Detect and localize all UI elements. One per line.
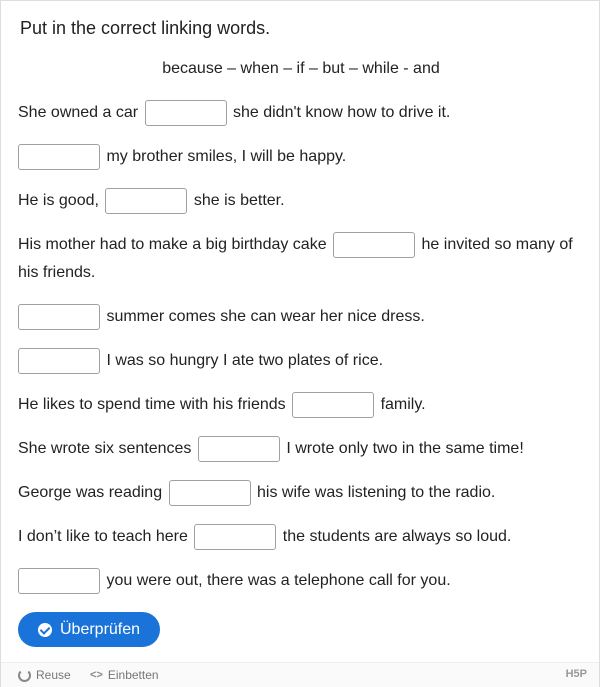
blank-input-7[interactable] bbox=[292, 392, 374, 418]
sentence-6 bbox=[18, 347, 584, 375]
sentence-text-after: he invited so many of his friends. bbox=[18, 236, 573, 281]
blank-input-9[interactable] bbox=[169, 480, 251, 506]
sentence-9 bbox=[18, 479, 584, 507]
sentence-text-after: I was so hungry I ate two plates of rice. bbox=[106, 352, 384, 369]
sentence-text-before: His mother had to make a big birthday cake bbox=[18, 236, 327, 253]
blank-input-11[interactable] bbox=[18, 568, 100, 594]
sentence-10 bbox=[18, 523, 584, 551]
sentence-5 bbox=[18, 303, 584, 331]
embed-code-icon: <> bbox=[90, 669, 103, 681]
reuse-button[interactable] bbox=[18, 668, 71, 682]
reuse-icon bbox=[18, 669, 31, 682]
blank-input-8[interactable] bbox=[198, 436, 280, 462]
embed-button[interactable] bbox=[90, 668, 159, 682]
sentence-text-before: I don’t like to teach here bbox=[18, 528, 188, 545]
check-button-label: Überprüfen bbox=[60, 620, 141, 638]
blank-input-1[interactable] bbox=[145, 100, 227, 126]
sentence-text-before: He likes to spend time with his friends bbox=[18, 396, 286, 413]
sentence-text-after: she didn't know how to drive it. bbox=[232, 104, 451, 121]
sentence-3 bbox=[18, 187, 584, 215]
word-bank: because – when – if – but – while - and bbox=[162, 60, 440, 77]
sentence-text-after: my brother smiles, I will be happy. bbox=[106, 148, 347, 165]
sentence-text-after: she is better. bbox=[193, 192, 285, 209]
blank-input-4[interactable] bbox=[333, 232, 415, 258]
sentence-text-after: you were out, there was a telephone call for you. bbox=[106, 572, 451, 589]
sentence-text-before: She wrote six sentences bbox=[18, 440, 192, 457]
sentence-text-after: the students are always so loud. bbox=[282, 528, 512, 545]
check-circle-icon bbox=[38, 623, 52, 637]
reuse-label: Reuse bbox=[36, 668, 71, 682]
sentence-text-before: George was reading bbox=[18, 484, 163, 501]
blank-input-5[interactable] bbox=[18, 304, 100, 330]
sentence-2 bbox=[18, 143, 584, 171]
h5p-logo[interactable]: H5P bbox=[565, 668, 587, 680]
blank-input-6[interactable] bbox=[18, 348, 100, 374]
sentence-text-before: She owned a car bbox=[18, 104, 139, 121]
blank-input-2[interactable] bbox=[18, 144, 100, 170]
sentence-11 bbox=[18, 567, 584, 595]
check-button[interactable] bbox=[18, 612, 160, 647]
task-instruction: Put in the correct linking words. bbox=[20, 18, 271, 38]
sentence-7 bbox=[18, 391, 584, 419]
sentence-text-before: He is good, bbox=[18, 192, 99, 209]
blank-input-10[interactable] bbox=[194, 524, 276, 550]
sentence-4 bbox=[18, 231, 584, 287]
sentence-text-after: I wrote only two in the same time! bbox=[286, 440, 524, 457]
sentence-8 bbox=[18, 435, 584, 463]
embed-label: Einbetten bbox=[107, 668, 159, 682]
sentence-text-after: summer comes she can wear her nice dress. bbox=[106, 308, 425, 325]
sentence-text-after: family. bbox=[380, 396, 426, 413]
footer-bar bbox=[1, 662, 599, 687]
blank-input-3[interactable] bbox=[105, 188, 187, 214]
sentence-1 bbox=[18, 99, 584, 127]
sentence-text-after: his wife was listening to the radio. bbox=[257, 484, 496, 501]
